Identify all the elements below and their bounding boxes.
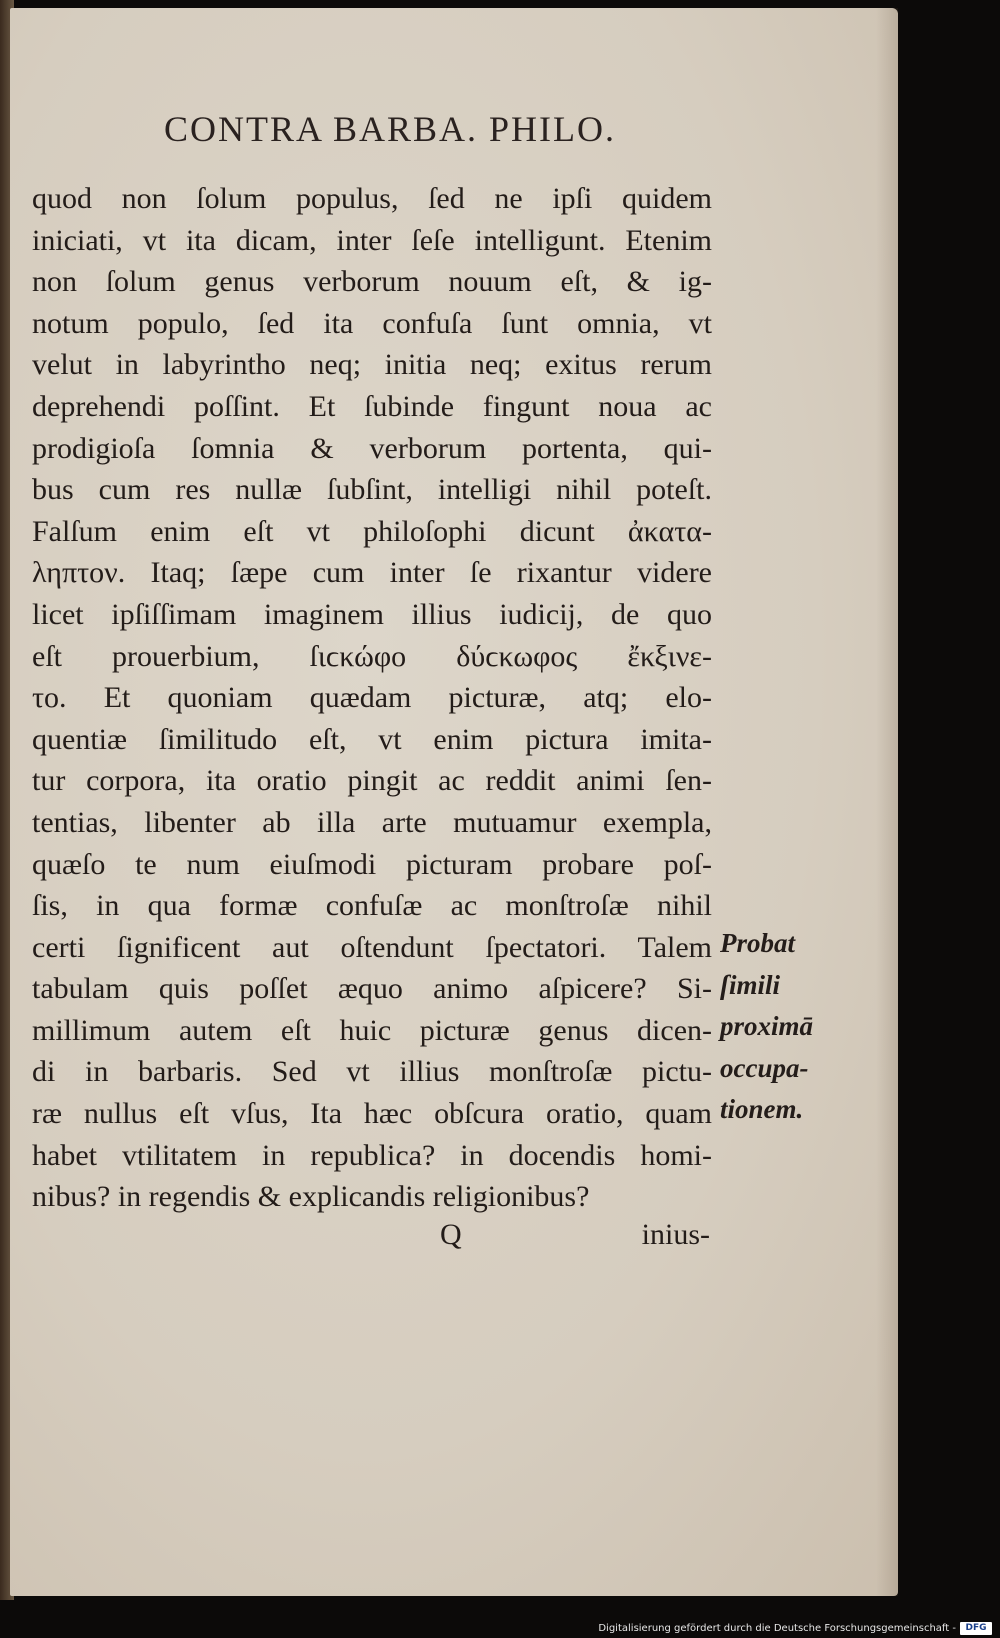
marginal-note-line: occupa- [720, 1052, 809, 1083]
text-line: το. Et quoniam quædam picturæ, atq; elo- [32, 681, 712, 715]
text-line: deprehendi poſſint. Et ſubinde fingunt noua ac [32, 389, 712, 423]
marginal-note-line: tionem. [720, 1094, 804, 1125]
book-page [10, 8, 898, 1596]
text-line: bus cum res nullæ ſubſint, intelligi nihil poteſt. [32, 473, 712, 507]
text-line: millimum autem eſt huic picturæ genus dicen- [32, 1013, 712, 1047]
text-line: quentiæ ſimilitudo eſt, vt enim pictura imita- [32, 722, 712, 756]
text-line: habet vtilitatem in republica? in docendis homi- [32, 1138, 712, 1172]
text-line: ληπτον. Itaq; ſæpe cum inter ſe rixantur videre [32, 556, 712, 590]
running-head: CONTRA BARBA. PHILO. [163, 109, 617, 149]
text-line: eſt prouerbium, ſιϲκώφο δύϲκωφος ἔκξινε- [32, 639, 712, 673]
text-line: di in barbaris. Sed vt illius monſtroſæ pictu- [32, 1055, 712, 1089]
text-line: tentias, libenter ab illa arte mutuamur exempla, [32, 805, 712, 839]
text-line: iniciati, vt ita dicam, inter ſeſe intelligunt. Etenim [32, 223, 712, 257]
text-line: certi ſignificent aut oſtendunt ſpectatori. Talem [32, 930, 712, 964]
footer-credit: Digitalisierung gefördert durch die Deutsche Forschungsgemeinschaft - [598, 1623, 956, 1634]
text-line: quæſo te num eiuſmodi picturam probare poſ- [32, 847, 712, 881]
marginal-note [720, 923, 840, 1131]
text-line: prodigioſa ſomnia & verborum portenta, qui- [32, 431, 712, 465]
marginal-note-line: ſimili [720, 969, 780, 1000]
marginal-note-line: Probat [720, 928, 796, 958]
text-line: tur corpora, ita oratio pingit ac reddit animi ſen- [32, 764, 712, 798]
text-line: licet ipſiſſimam imaginem illius iudicij, de quo [32, 597, 712, 631]
signature-mark: Q [440, 1218, 462, 1251]
text-line: notum populo, ſed ita confuſa ſunt omnia, vt [32, 306, 712, 340]
main-text [32, 178, 712, 1218]
text-line: nibus? in regendis & explicandis religionibus? [32, 1180, 590, 1214]
text-line: velut in labyrintho neq; initia neq; exitus rerum [32, 348, 712, 382]
catchword: inius- [641, 1218, 710, 1251]
text-line: ræ nullus eſt vſus, Ita hæc obſcura oratio, quam [32, 1097, 712, 1131]
dfg-logo-icon: DFG [960, 1622, 992, 1635]
text-line: Falſum enim eſt vt philoſophi dicunt ἀκατα- [32, 514, 712, 548]
footer-bar [0, 1600, 1000, 1638]
marginal-note-line: proximā [720, 1011, 814, 1042]
text-line: tabulam quis poſſet æquo animo aſpicere? Si- [32, 972, 712, 1006]
text-line: ſis, in qua formæ confuſæ ac monſtroſæ nihil [32, 889, 712, 923]
text-line: non ſolum genus verborum nouum eſt, & ig- [32, 265, 712, 299]
page-shadow [876, 8, 898, 1596]
text-line: quod non ſolum populus, ſed ne ipſi quidem [32, 182, 712, 215]
